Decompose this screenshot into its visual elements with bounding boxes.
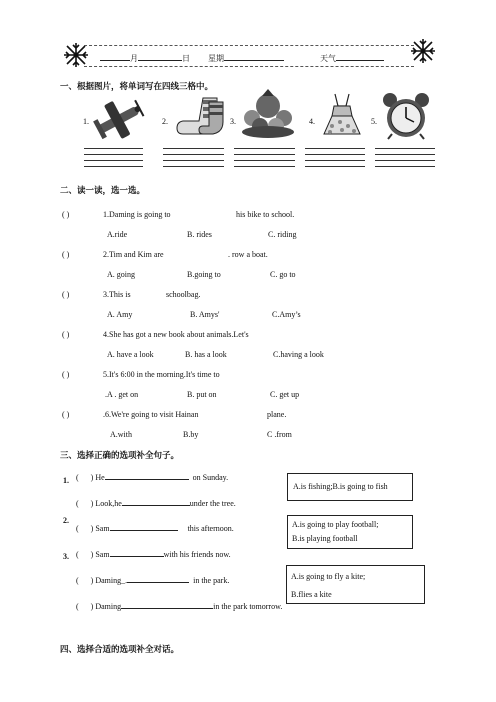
month-blank[interactable] [100, 52, 130, 61]
answer-paren[interactable]: ( ) [62, 370, 70, 379]
header-top-border [84, 45, 414, 46]
weekday-label: 星期 [208, 54, 224, 63]
option-c: C. get up [270, 390, 300, 399]
option-text: B.flies a kite [291, 590, 332, 599]
question-stem: 1.Daming is going to [103, 210, 171, 219]
answer-paren[interactable]: ( ) [62, 210, 70, 219]
question-stem: 3.This is [103, 290, 131, 299]
option-b: B. Amys' [190, 310, 220, 319]
line-after: in the park tomorrow. [213, 602, 283, 611]
header-bottom-border [84, 66, 414, 67]
answer-paren[interactable]: ( ) [62, 290, 70, 299]
answer-blank[interactable] [122, 497, 190, 506]
fill-line-6 [76, 600, 282, 611]
line-lead: ) Daming [90, 602, 122, 611]
dress-icon [322, 92, 362, 140]
line-lead: ) Sam [90, 524, 110, 533]
section2-title: 二、读一读，选一选。 [60, 186, 146, 196]
option-b: B. has a look [185, 350, 227, 359]
question-tail: his bike to school. [236, 210, 295, 219]
socks-icon [173, 96, 229, 138]
fill-line-1 [76, 471, 228, 482]
answer-paren[interactable]: ( [76, 550, 79, 559]
option-c: C .from [267, 430, 292, 439]
item5-num: 5. [371, 117, 377, 126]
day-blank[interactable] [138, 52, 182, 61]
answer-blank[interactable] [127, 574, 189, 583]
answer-blank[interactable] [110, 522, 178, 531]
option-a: A.with [110, 430, 132, 439]
question-stem: 2.Tim and Kim are [103, 250, 164, 259]
snowflake-right-icon [410, 38, 436, 64]
option-a: A. Amy [107, 310, 133, 319]
question-stem: 4.She has got a new book about animals.Let's [103, 330, 249, 339]
option-c: C.having a look [273, 350, 324, 359]
fill-line-5 [76, 574, 229, 585]
line-after: in the park. [193, 576, 230, 585]
line-lead: ) He [90, 473, 105, 482]
options-box-1 [287, 473, 413, 501]
answer-blank[interactable] [105, 471, 189, 480]
fill-line-3 [76, 522, 234, 533]
question-tail: schoolbag. [166, 290, 201, 299]
answer-paren[interactable]: ( ) [62, 250, 70, 259]
answer-paren[interactable]: ( [76, 524, 79, 533]
month-label: 月 [130, 54, 138, 63]
option-a: A.ride [107, 230, 128, 239]
line-after: on Sunday. [192, 473, 229, 482]
option-text: A.is going to fly a kite; [291, 572, 366, 581]
option-c: C. riding [268, 230, 297, 239]
weekday-blank[interactable] [224, 52, 284, 61]
line-lead: ) Look,he [90, 499, 122, 508]
question-stem: 5.It's 6:00 in the morning.It's time to [103, 370, 220, 379]
option-a: A. have a look [107, 350, 154, 359]
item4-num: 4. [309, 117, 315, 126]
item2-num: 2. [162, 117, 168, 126]
option-a: A. going [107, 270, 135, 279]
question-tail: . row a boat. [228, 250, 268, 259]
option-b: B. rides [187, 230, 212, 239]
header-fields [100, 52, 384, 64]
fill-line-2 [76, 497, 236, 508]
answer-paren[interactable]: ( ) [62, 410, 70, 419]
alarm-clock-icon [380, 92, 432, 140]
question-tail: plane. [267, 410, 287, 419]
question-stem: .6.We're going to visit Hainan [103, 410, 199, 419]
section1-title: 一、根据图片，将单词写在四线三格中。 [60, 82, 214, 92]
option-b: B. put on [187, 390, 217, 399]
option-b: B.going to [187, 270, 221, 279]
item3-num: 3. [230, 117, 236, 126]
option-text: B.is playing football [292, 534, 358, 543]
group-num-1: 1. [63, 476, 69, 485]
section4-title: 四、选择合适的选项补全对话。 [60, 645, 180, 655]
answer-paren[interactable]: ( [76, 473, 79, 482]
option-text: A.is fishing;B.is going to fish [293, 482, 388, 491]
group-num-3: 3. [63, 552, 69, 561]
option-a: .A . get on [105, 390, 139, 399]
answer-paren[interactable]: ( [76, 499, 79, 508]
line-lead: ) Sam [90, 550, 110, 559]
airplane-icon [90, 96, 148, 142]
answer-paren[interactable]: ( [76, 602, 79, 611]
line-after: this afternoon. [187, 524, 234, 533]
answer-blank[interactable] [121, 600, 213, 609]
answer-paren[interactable]: ( [76, 576, 79, 585]
line-after: under the tree. [189, 499, 236, 508]
option-c: C. go to [270, 270, 296, 279]
answer-paren[interactable]: ( ) [62, 330, 70, 339]
fruit-basket-icon [238, 88, 298, 140]
option-b: B.by [183, 430, 199, 439]
option-text: A.is going to play football; [292, 520, 379, 529]
option-c: C.Amy’s [272, 310, 301, 319]
fill-line-4 [76, 548, 231, 559]
day-label: 日 [182, 54, 190, 63]
item1-num: 1. [83, 117, 89, 126]
options-box-2 [287, 515, 413, 549]
group-num-2: 2. [63, 516, 69, 525]
options-box-3 [286, 565, 425, 604]
weather-label: 天气 [320, 54, 336, 63]
answer-blank[interactable] [110, 548, 164, 557]
weather-blank[interactable] [336, 52, 384, 61]
line-lead: ) Daming_. [90, 576, 128, 585]
line-after: with his friends now. [163, 550, 231, 559]
section3-title: 三、选择正确的选项补全句子。 [60, 451, 180, 461]
